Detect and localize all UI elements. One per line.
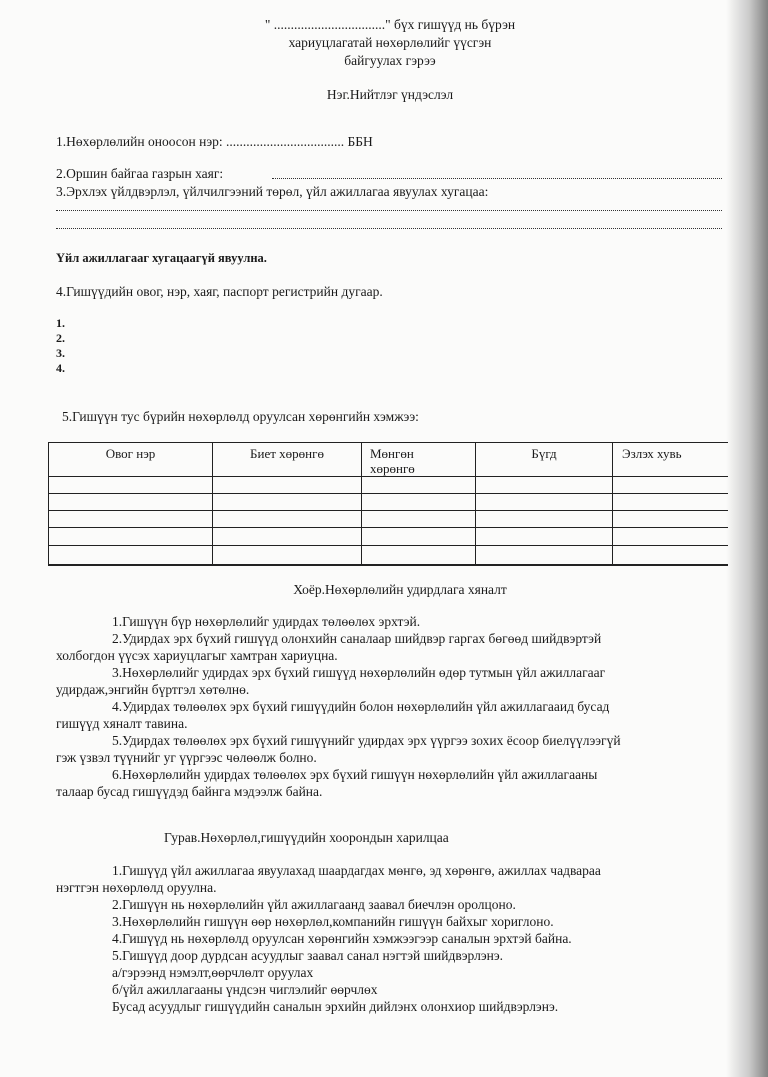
table-rule [361, 442, 362, 565]
activity-fill-line-2 [56, 228, 722, 229]
table-rule [48, 442, 728, 443]
table-header-name: Овог нэр [105, 446, 156, 461]
item-3: 3.Эрхлэх үйлдвэрлэл, үйлчилгээний төрөл, үйл ажиллагаа явуулах хугацаа: [56, 184, 489, 199]
table-header-share: Эзлэх хувь [622, 446, 682, 461]
s2-line-9: гэж үзвэл түүнийг уг үүргээс чөлөөлж болно. [56, 750, 317, 765]
s3-line-6: 5.Гишүүд доор дурдсан асуудлыг заавал санал нэгтэй шийдвэрлэнэ. [112, 948, 504, 963]
item-5: 5.Гишүүн тус бүрийн нөхөрлөлд оруулсан хөрөнгийн хэмжээ: [62, 409, 419, 424]
table-rule [48, 493, 728, 494]
table-rule [48, 545, 728, 546]
s2-line-3: холбогдон үүсэх хариуцлагыг хамтран хариуцна. [56, 648, 338, 663]
table-header-physical-assets: Биет хөрөнгө [250, 446, 324, 461]
s3-line-5: 4.Гишүүд нь нөхөрлөлд оруулсан хөрөнгийн хэмжээгээр саналын эрхтэй байна. [112, 931, 572, 946]
bold-note: Үйл ажиллагааг хугацаагүй явуулна. [56, 251, 267, 265]
table-rule [612, 442, 613, 565]
member-number-3: 3. [56, 346, 65, 360]
table-header-cash-2: хөрөнгө [370, 461, 415, 476]
title-line-3: байгуулах гэрээ [344, 53, 436, 68]
title-line-1: " ................................." бүх гишүүд нь бүрэн [264, 17, 516, 32]
s3-line-7: а/гэрээнд нэмэлт,өөрчлөлт оруулах [112, 965, 314, 980]
member-number-4: 4. [56, 361, 65, 375]
page-edge-shadow [726, 0, 768, 1077]
s3-line-9: Бусад асуудлыг гишүүдийн саналын эрхийн дийлэнх олонхиор шийдвэрлэнэ. [112, 999, 559, 1014]
s3-line-4: 3.Нөхөрлөлийн гишүүн өөр нөхөрлөл,компанийн гишүүн байхыг хориглоно. [112, 914, 554, 929]
s2-line-2: 2.Удирдах эрх бүхий гишүүд олонхийн саналаар шийдвэр гаргах бөгөөд шийдвэртэй [112, 631, 602, 646]
table-header-cash: Мөнгөн [370, 446, 414, 461]
s2-line-5: удирдаж,энгийн бүртгэл хөтөлнө. [56, 682, 250, 697]
s3-line-3: 2.Гишүүн нь нөхөрлөлийн үйл ажиллагаанд заавал биечлэн оролцоно. [112, 897, 516, 912]
s2-line-1: 1.Гишүүн бүр нөхөрлөлийг удирдах төлөөлөх эрхтэй. [112, 614, 421, 629]
s2-line-8: 5.Удирдах төлөөлөх эрх бүхий гишүүнийг удирдах эрх үүргээ зохих ёсоор биелүүлээгүй [112, 733, 621, 748]
table-rule [48, 510, 728, 511]
item-4: 4.Гишүүдийн овог, нэр, хаяг, паспорт регистрийн дугаар. [56, 284, 383, 299]
section-3-title: Гурав.Нөхөрлөл,гишүүдийн хоорондын харилцаа [164, 830, 449, 845]
s2-line-11: талаар бусад гишүүдэд байнга мэдээлж байна. [56, 784, 323, 799]
s2-line-6: 4.Удирдах төлөөлөх эрх бүхий гишүүдийн болон нөхөрлөлийн үйл ажиллагааид бусад [112, 699, 610, 714]
address-fill-line [272, 178, 722, 179]
activity-fill-line-1 [56, 210, 722, 211]
item-1: 1.Нөхөрлөлийн оноосон нэр: ................................... ББН [56, 134, 373, 149]
table-rule [48, 476, 728, 477]
s2-line-7: гишүүд хяналт тавина. [56, 716, 188, 731]
table-rule [48, 527, 728, 528]
s2-line-4: 3.Нөхөрлөлийг удирдах эрх бүхий гишүүд нөхөрлөлийн өдөр тутмын үйл ажиллагааг [112, 665, 606, 680]
section-2-title: Хоёр.Нөхөрлөлийн удирдлага хяналт [293, 582, 507, 597]
title-line-2: хариуцлагатай нөхөрлөлийг үүсгэн [288, 35, 492, 50]
member-number-2: 2. [56, 331, 65, 345]
s2-line-10: 6.Нөхөрлөлийн удирдах төлөөлөх эрх бүхий гишүүн нөхөрлөлийн үйл ажиллагааны [112, 767, 598, 782]
member-number-1: 1. [56, 316, 65, 330]
section-1-title: Нэг.Нийтлэг үндэслэл [326, 87, 454, 102]
s3-line-1: 1.Гишүүд үйл ажиллагаа явуулахад шаардагдах мөнгө, эд хөрөнгө, ажиллах чадвараа [112, 863, 601, 878]
table-header-total: Бүгд [531, 446, 557, 461]
s3-line-8: б/үйл ажиллагааны үндсэн чиглэлийг өөрчлөх [112, 982, 378, 997]
table-rule [48, 564, 728, 566]
s3-line-2: нэгтгэн нөхөрлөлд оруулна. [56, 880, 217, 895]
item-2: 2.Оршин байгаа газрын хаяг: [56, 166, 224, 181]
